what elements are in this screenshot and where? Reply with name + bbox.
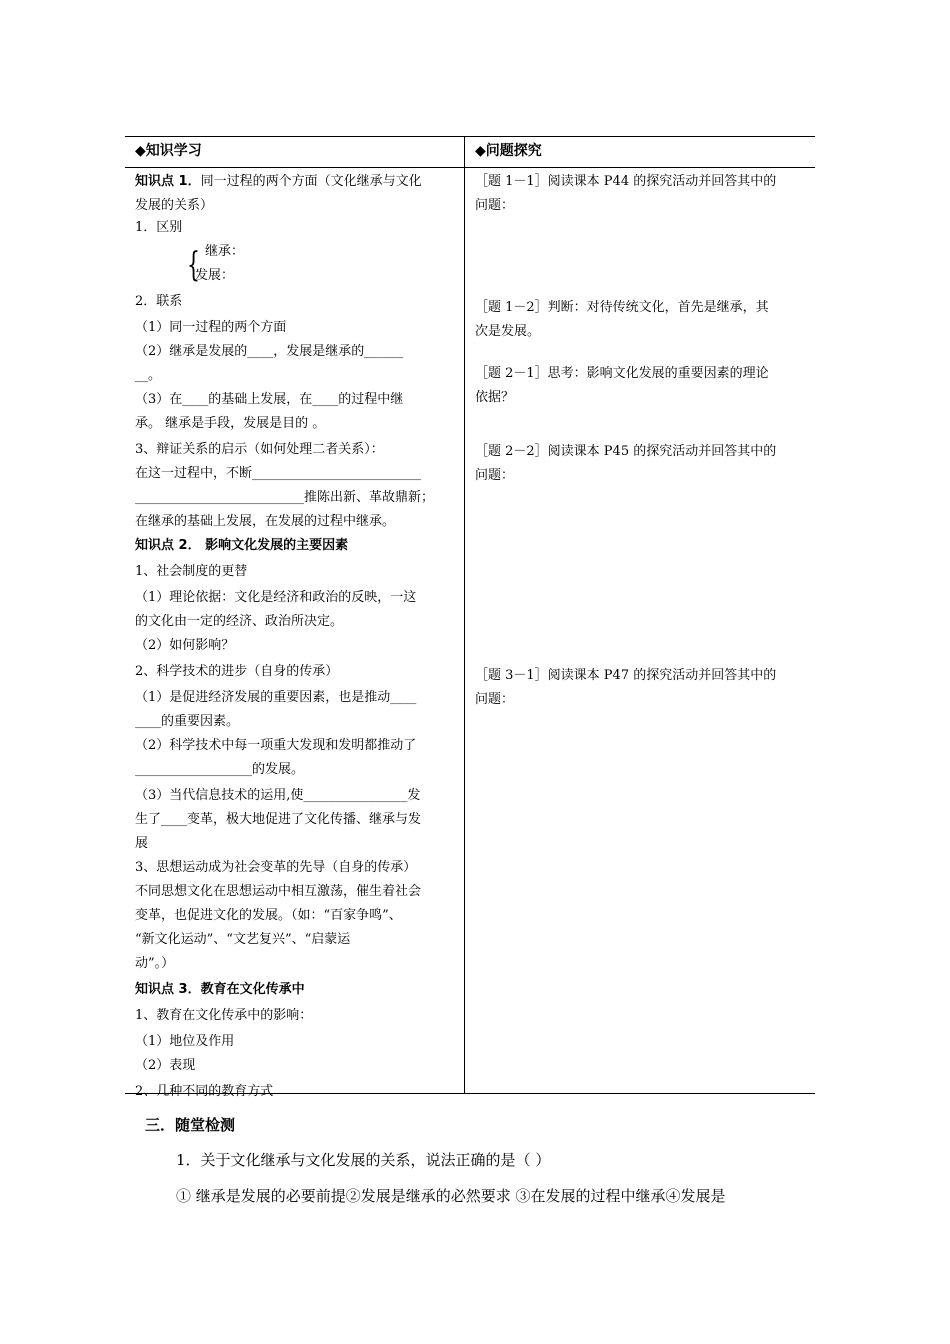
knowledge-text: 同一过程的两个方面（文化继承与文化: [200, 174, 422, 189]
knowledge-line: [135, 195, 213, 217]
exploration-line: 次是发展。: [475, 324, 541, 339]
knowledge-text: （1）理论依据：文化是经济和政治的反映，一这: [135, 590, 417, 605]
knowledge-line: [135, 535, 348, 557]
knowledge-line: [135, 857, 416, 879]
knowledge-text: 2、科学技术的进步（自身的传承）: [135, 664, 339, 679]
knowledge-text: 展: [135, 836, 149, 851]
knowledge-line: [135, 561, 247, 583]
knowledge-line: [135, 687, 416, 709]
knowledge-text: 承。 继承是手段，发展是目的 。: [135, 416, 326, 431]
knowledge-line: [135, 979, 305, 1001]
knowledge-text: 发展：: [195, 268, 235, 283]
exploration-line: 问题：: [475, 692, 515, 707]
knowledge-line: [135, 1031, 234, 1053]
knowledge-text: 3、思想运动成为社会变革的先导（自身的传承）: [135, 860, 417, 875]
knowledge-text: 的文化由一定的经济、政治所决定。: [135, 614, 344, 629]
knowledge-line: [135, 1081, 273, 1103]
knowledge-line: [135, 635, 234, 657]
knowledge-text: （2）科学技术中每一项重大发现和发明都推动了: [135, 738, 417, 753]
knowledge-text: （2）继承是发展的____，发展是继承的______: [135, 344, 404, 359]
knowledge-line: [135, 291, 182, 313]
knowledge-line: [135, 809, 421, 831]
left-column-header: ◆知识学习: [135, 143, 202, 159]
knowledge-text: （2）表现: [135, 1058, 196, 1073]
study-table: [125, 136, 815, 1099]
column-divider: [464, 137, 465, 1093]
exploration-line: ［题 3－1］阅读课本 P47 的探究活动并回答其中的: [475, 668, 777, 683]
knowledge-line: [135, 511, 395, 533]
knowledge-point-label: 知识点 2． 影响文化发展的主要因素: [135, 538, 349, 553]
knowledge-text: 在这一过程中，不断__________________________: [135, 466, 422, 481]
knowledge-point-label: 知识点 3．教育在文化传承中: [135, 982, 305, 997]
knowledge-text: __________________的发展。: [135, 762, 305, 777]
knowledge-text: “新文化运动”、“文艺复兴”、“启蒙运: [135, 932, 351, 947]
knowledge-line: [135, 317, 286, 339]
knowledge-line: [135, 833, 148, 855]
knowledge-line: [135, 711, 239, 733]
exploration-line: ［题 1－2］判断：对待传统文化，首先是继承，其: [475, 300, 769, 315]
knowledge-text: __________________________推陈出新、革故鼎新；: [135, 490, 435, 505]
knowledge-line: [135, 413, 325, 435]
knowledge-line: [135, 953, 174, 975]
knowledge-text: 不同思想文化在思想运动中相互激荡，催生着社会: [135, 884, 422, 899]
knowledge-line: [135, 735, 416, 757]
knowledge-text: 生了____变革，极大地促进了文化传播、继承与发: [135, 812, 422, 827]
knowledge-line: [135, 661, 338, 683]
knowledge-line: [135, 587, 416, 609]
knowledge-line: [135, 487, 434, 509]
knowledge-line: [135, 929, 350, 951]
knowledge-text: 1．区别: [135, 220, 183, 235]
knowledge-text: （1）是促进经济发展的重要因素，也是推动____: [135, 690, 417, 705]
knowledge-text: （1）地位及作用: [135, 1034, 235, 1049]
knowledge-line: [135, 171, 422, 193]
knowledge-text: 继承：: [205, 244, 245, 259]
question-1: 1．关于文化继承与文化发展的关系，说法正确的是（ ）: [176, 1151, 551, 1169]
knowledge-text: （2）如何影响？: [135, 638, 235, 653]
knowledge-text: 2．联系: [135, 294, 183, 309]
knowledge-line: [135, 389, 403, 411]
knowledge-line: [135, 1005, 312, 1027]
knowledge-line: [195, 265, 234, 287]
knowledge-text: 3、辩证关系的启示（如何处理二者关系）：: [135, 442, 384, 457]
exploration-line: 问题：: [475, 468, 515, 483]
exploration-line: ［题 2－1］思考：影响文化发展的重要因素的理论: [475, 366, 769, 381]
knowledge-text: ____的重要因素。: [135, 714, 240, 729]
knowledge-line: [135, 1055, 195, 1077]
knowledge-text: 在继承的基础上发展，在发展的过程中继承。: [135, 514, 396, 529]
exploration-line: ［题 2－2］阅读课本 P45 的探究活动并回答其中的: [475, 444, 777, 459]
knowledge-line: [205, 241, 244, 263]
knowledge-text: __。: [135, 368, 162, 383]
exploration-line: ［题 1－1］阅读课本 P44 的探究活动并回答其中的: [475, 174, 777, 189]
knowledge-line: [135, 365, 161, 387]
right-column-header: ◆问题探究: [475, 143, 542, 159]
knowledge-line: [135, 759, 304, 781]
knowledge-line: [135, 881, 421, 903]
knowledge-line: [135, 439, 384, 461]
knowledge-line: [135, 905, 402, 927]
knowledge-line: [135, 611, 343, 633]
knowledge-text: 动”。）: [135, 956, 175, 971]
knowledge-line: [135, 217, 182, 239]
knowledge-text: （3）在____的基础上发展，在____的过程中继: [135, 392, 404, 407]
knowledge-line: [135, 463, 421, 485]
section-title: 三．随堂检测: [145, 1116, 236, 1134]
knowledge-line: [135, 785, 420, 807]
knowledge-line: [135, 341, 403, 363]
exploration-line: 依据？: [475, 390, 515, 405]
knowledge-text: 1、教育在文化传承中的影响：: [135, 1008, 313, 1023]
knowledge-point-label: 知识点 1．: [135, 174, 201, 189]
knowledge-text: 2、几种不同的教育方式: [135, 1084, 274, 1099]
brace-symbol: {: [187, 245, 200, 285]
knowledge-text: （1）同一过程的两个方面: [135, 320, 287, 335]
question-1-options: ① 继承是发展的必要前提②发展是继承的必然要求 ③在发展的过程中继承④发展是: [176, 1187, 726, 1205]
knowledge-text: 变革，也促进文化的发展。（如：“百家争鸣”、: [135, 908, 402, 923]
knowledge-text: 发展的关系）: [135, 198, 214, 213]
header-divider: [125, 167, 815, 168]
exploration-line: 问题：: [475, 198, 515, 213]
knowledge-text: 1、社会制度的更替: [135, 564, 248, 579]
knowledge-text: （3）当代信息技术的运用,使________________发: [135, 788, 421, 803]
